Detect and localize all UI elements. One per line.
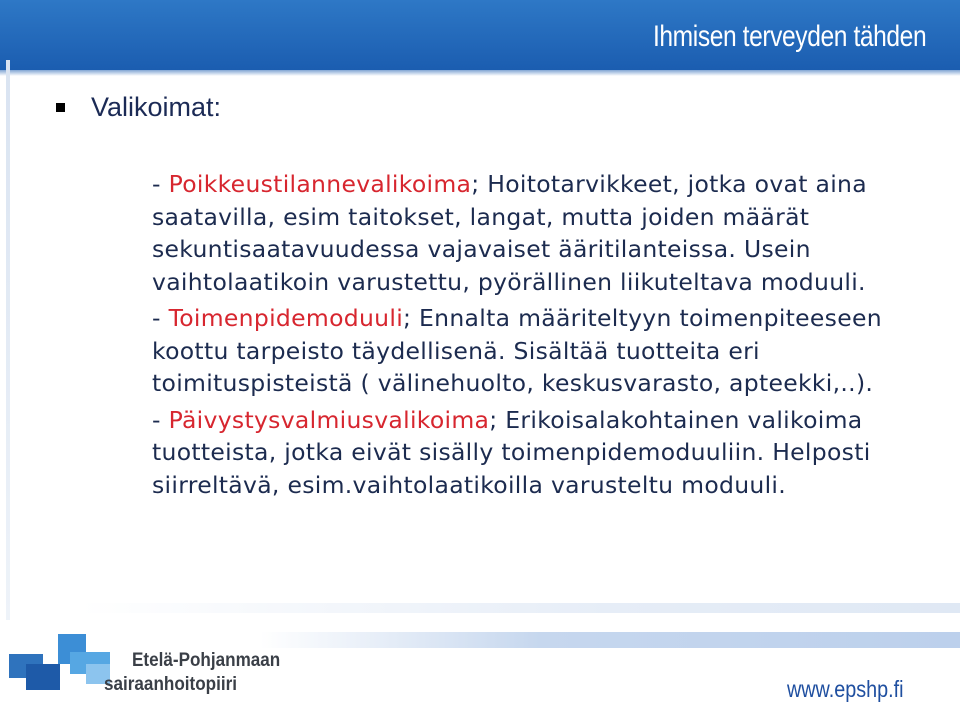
logo-org-name-line2: sairaanhoitopiiri	[104, 674, 238, 695]
decorative-divider	[80, 603, 960, 613]
paragraph-text: ; Hoitotarvikkeet, jotka ovat aina saatavilla, esim taitokset, langat, mutta joiden määrät sekuntisaatavuudessa vajavaiset ääritilanteissa. Usein vaihtolaatikoin varustettu, pyörällinen liikuteltava moduuli.	[152, 170, 867, 296]
paragraph-prefix: -	[152, 405, 169, 434]
logo-org-name-line1: Etelä-Pohjanmaan	[132, 650, 281, 671]
term-highlight: Päivystysvalmiusvalikoima	[168, 405, 490, 434]
paragraph-text: ; Ennalta määriteltyyn toimenpiteeseen koottu tarpeisto täydellisenä. Sisältää tuotteita eri toimituspisteistä ( välinehuolto, keskusvarasto, apteekki,..).	[152, 304, 882, 397]
term-highlight: Toimenpidemoduuli	[168, 304, 404, 332]
decorative-divider	[260, 632, 960, 648]
header-title: Ihmisen terveyden tähden	[652, 20, 926, 53]
slide-heading	[56, 92, 221, 123]
square-bullet-icon	[56, 103, 65, 112]
website-url: www.epshp.fi	[787, 676, 904, 702]
paragraph-prefix: -	[152, 170, 169, 198]
paragraph-text: ; Erikoisalakohtainen valikoima tuotteista, jotka eivät sisälly toimenpidemoduuliin. Helposti siirreltävä, esim.vaihtolaatikoilla varusteltu moduuli.	[152, 405, 871, 499]
paragraph-prefix: -	[152, 304, 169, 332]
heading-text: Valikoimat:	[91, 92, 222, 122]
paragraph-poikkeustilannevalikoima	[152, 168, 922, 298]
header-band	[0, 0, 960, 70]
slide-body	[152, 168, 922, 501]
logo-cross-icon	[26, 664, 60, 690]
paragraph-toimenpidemoduuli	[152, 302, 922, 400]
decorative-divider	[6, 60, 10, 620]
term-highlight: Poikkeustilannevalikoima	[168, 170, 472, 198]
paragraph-paivystysvalmiusvalikoima	[152, 404, 922, 502]
